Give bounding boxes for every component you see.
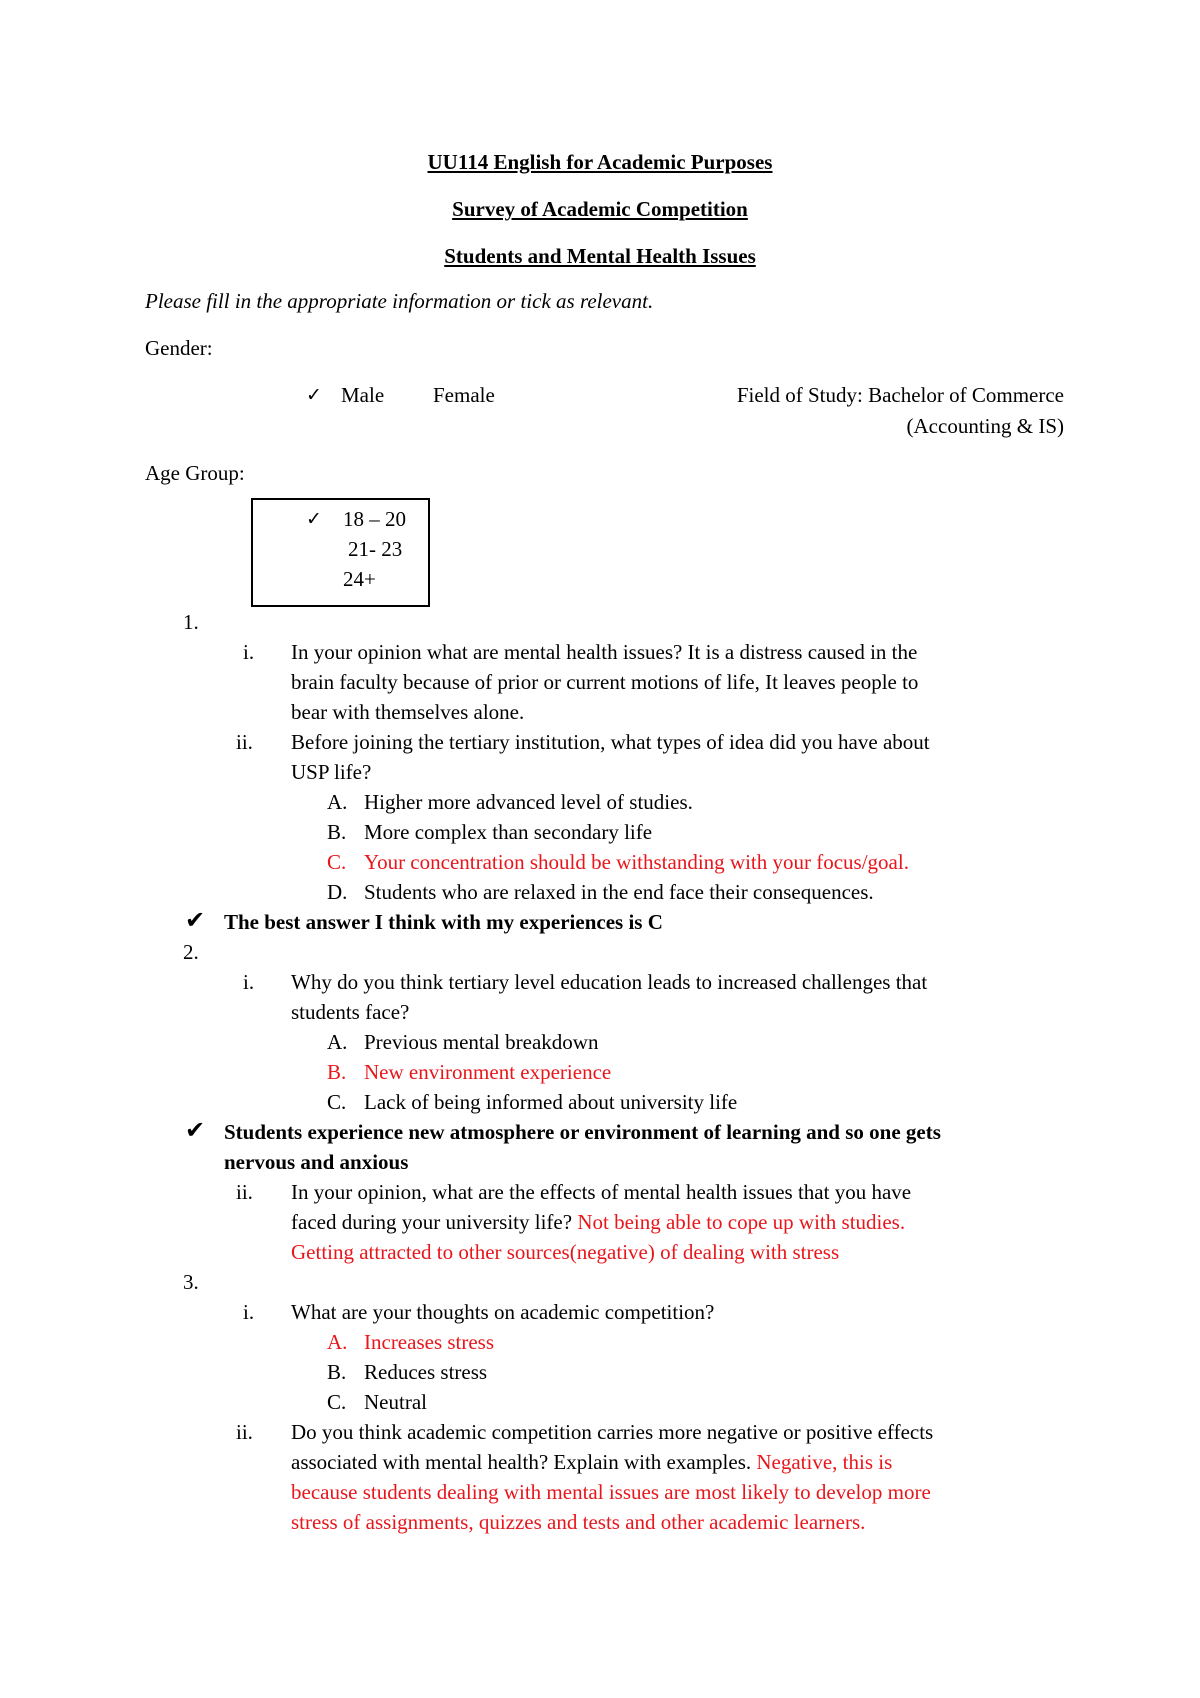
q3-ii-answer-line: because students dealing with mental issues are most likely to develop more xyxy=(291,1480,931,1504)
q2-ii-answer-line: Getting attracted to other sources(negative) of dealing with stress xyxy=(291,1240,840,1264)
q3-ii-question-end: associated with mental health? Explain with examples. xyxy=(291,1450,752,1474)
q2-ii-question-end: faced during your university life? xyxy=(291,1210,573,1234)
q2-conclusion-line: nervous and anxious xyxy=(224,1150,409,1174)
option-letter: A. xyxy=(327,1330,348,1354)
q2-i-line: students face? xyxy=(291,1000,410,1024)
q2-ii-line xyxy=(291,1207,905,1237)
option-text: More complex than secondary life xyxy=(364,820,653,844)
gender-label: Gender: xyxy=(145,336,213,360)
option-letter: B. xyxy=(327,1360,347,1384)
q3-ii-answer-line: stress of assignments, quizzes and tests and other academic learners. xyxy=(291,1510,866,1534)
q3-ii-answer: Negative, this is xyxy=(756,1450,893,1474)
check-icon: ✔ xyxy=(185,1116,206,1144)
check-icon: ✔ xyxy=(185,906,206,934)
q3-ii-line xyxy=(291,1447,892,1477)
subquestion-number: i. xyxy=(243,1300,255,1324)
option-text: Previous mental breakdown xyxy=(364,1030,599,1054)
option-text: Lack of being informed about university life xyxy=(364,1090,738,1114)
check-icon: ✓ xyxy=(306,384,322,406)
question-number: 3. xyxy=(183,1270,199,1294)
check-icon: ✓ xyxy=(306,508,322,530)
option-letter: C. xyxy=(327,1090,347,1114)
field-of-study: Field of Study: Bachelor of Commerce xyxy=(736,383,1064,407)
q1-ii-line: Before joining the tertiary institution, what types of idea did you have about xyxy=(291,730,930,754)
option-letter: C. xyxy=(327,850,347,874)
q3-ii-line: Do you think academic competition carries more negative or positive effects xyxy=(291,1420,934,1444)
option-text: Higher more advanced level of studies. xyxy=(364,790,693,814)
option-letter: D. xyxy=(327,880,348,904)
subquestion-number: ii. xyxy=(236,1180,253,1204)
age-option-18-20[interactable]: 18 – 20 xyxy=(343,507,406,531)
q1-i-line: brain faculty because of prior or current motions of life, It leaves people to xyxy=(291,670,919,694)
topic-subtitle: Students and Mental Health Issues xyxy=(444,244,756,268)
option-letter: B. xyxy=(327,820,347,844)
field-of-study-detail: (Accounting & IS) xyxy=(906,414,1064,438)
survey-subtitle: Survey of Academic Competition xyxy=(452,197,748,221)
option-text-selected: New environment experience xyxy=(364,1060,612,1084)
option-letter: C. xyxy=(327,1390,347,1414)
subquestion-number: i. xyxy=(243,640,255,664)
option-text-selected: Increases stress xyxy=(364,1330,495,1354)
option-text-selected: Your concentration should be withstanding with your focus/goal. xyxy=(364,850,909,874)
question-number: 1. xyxy=(183,610,199,634)
subquestion-number: i. xyxy=(243,970,255,994)
gender-option-female[interactable]: Female xyxy=(433,383,495,407)
subquestion-number: ii. xyxy=(236,1420,253,1444)
q2-ii-answer: Not being able to cope up with studies. xyxy=(577,1210,906,1234)
option-letter: A. xyxy=(327,790,348,814)
option-text: Students who are relaxed in the end face their consequences. xyxy=(364,880,874,904)
option-text: Reduces stress xyxy=(364,1360,488,1384)
q1-i-line: In your opinion what are mental health issues? It is a distress caused in the xyxy=(291,640,918,664)
q3-i-question: What are your thoughts on academic competition? xyxy=(291,1300,715,1324)
q2-ii-line: In your opinion, what are the effects of mental health issues that you have xyxy=(291,1180,912,1204)
age-option-21-23[interactable]: 21- 23 xyxy=(348,537,403,561)
q2-conclusion-line: Students experience new atmosphere or environment of learning and so one gets xyxy=(224,1120,941,1144)
instruction-text: Please fill in the appropriate information or tick as relevant. xyxy=(145,289,654,313)
option-letter: A. xyxy=(327,1030,348,1054)
q1-conclusion: The best answer I think with my experiences is C xyxy=(224,910,663,934)
gender-option-male[interactable]: Male xyxy=(341,383,385,407)
question-number: 2. xyxy=(183,940,199,964)
q1-ii-line: USP life? xyxy=(291,760,372,784)
age-group-label: Age Group: xyxy=(145,461,245,485)
q2-i-line: Why do you think tertiary level education leads to increased challenges that xyxy=(291,970,928,994)
subquestion-number: ii. xyxy=(236,730,253,754)
document-title: UU114 English for Academic Purposes xyxy=(427,150,773,174)
age-option-24-plus[interactable]: 24+ xyxy=(343,567,376,591)
option-letter: B. xyxy=(327,1060,347,1084)
q1-i-line: bear with themselves alone. xyxy=(291,700,525,724)
option-text: Neutral xyxy=(364,1390,427,1414)
